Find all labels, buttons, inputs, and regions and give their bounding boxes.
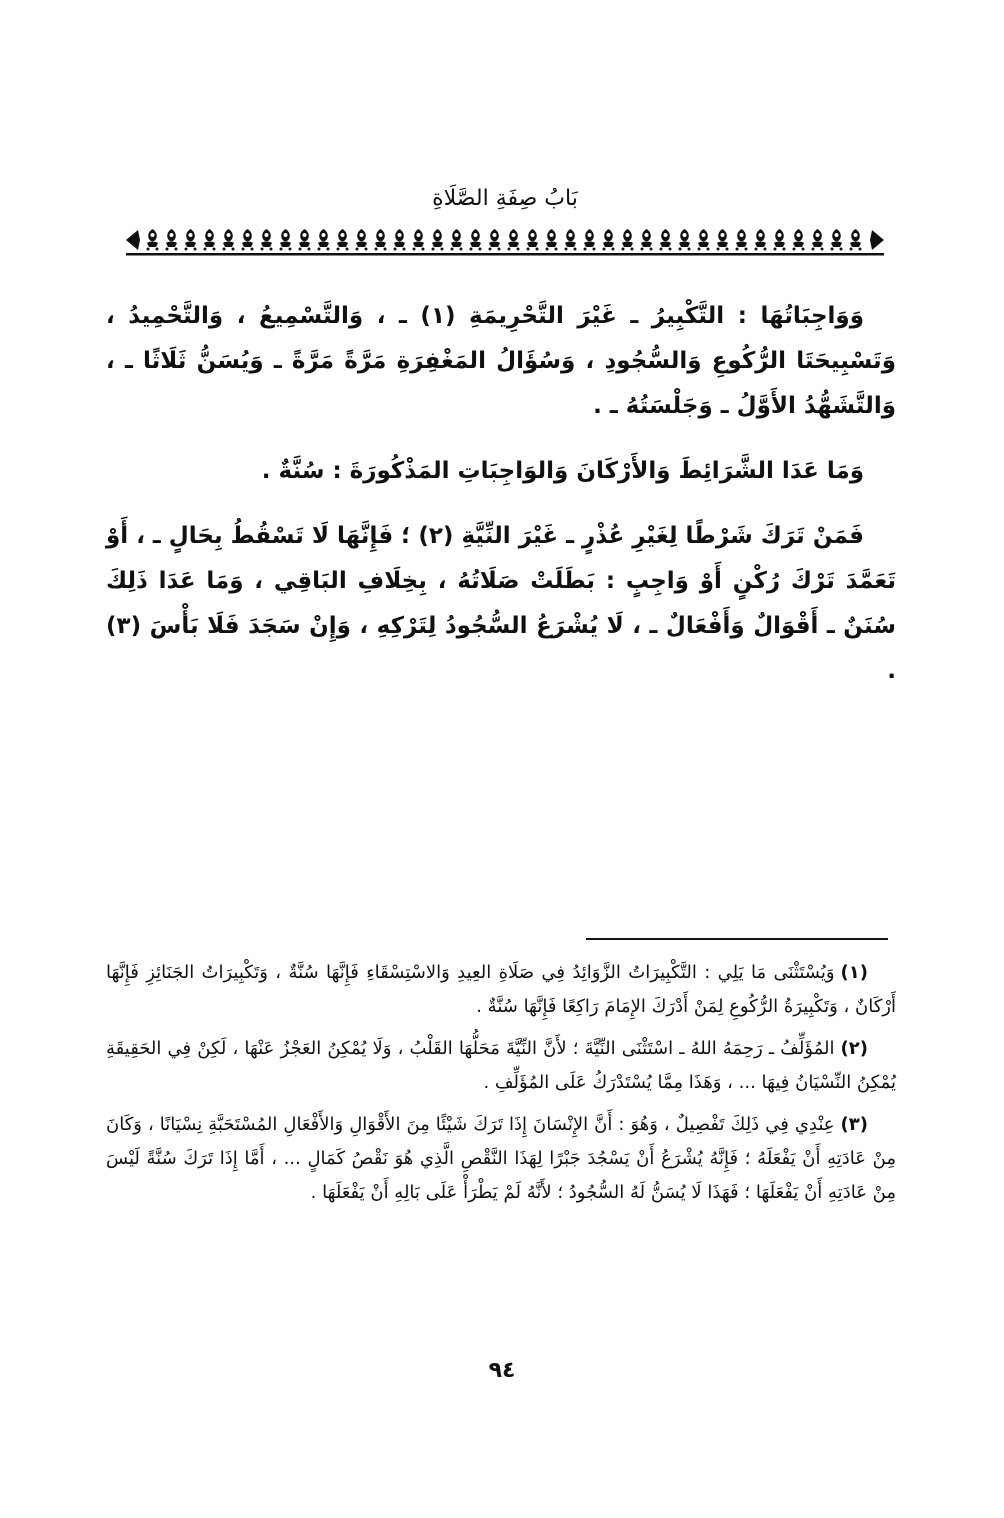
footnote-number: (١) [840, 962, 868, 983]
decorative-border-icon [124, 226, 886, 256]
footnotes [106, 956, 896, 1218]
footnote-number: (٣) [840, 1114, 868, 1135]
paragraph-obligations: وَوَاجِبَاتُهَا : التَّكْبِيرُ ـ غَيْرَ التَّحْرِيمَةِ (١) ـ ، وَالتَّسْمِيعُ ، وَالتَّحْمِيدُ ، وَتَسْبِيحَتَا الرُّكُوعِ وَالسُّجُودِ ، وَسُؤَالُ المَغْفِرَةِ مَرَّةً مَرَّةً ـ وَيُسَنُّ ثَلَاثًا ـ ، وَالتَّشَهُّدُ الأَوَّلُ ـ وَجَلْسَتُهُ ـ . [106, 303, 896, 419]
footnote-text: المُؤَلِّفُ ـ رَحِمَهُ اللهُ ـ اسْتَثْنَى النِّيَّةَ ؛ لأَنَّ النِّيَّةَ مَحَلُّهَا القَلْبُ ، وَلَا يُمْكِنُ العَجْزُ عَنْهَا ، لَكِنْ فِي الحَقِيقَةِ يُمْكِنُ النِّسْيَانُ فِيهَا ... ، وَهَذَا مِمَّا يُسْتَدْرَكُ عَلَى المُؤَلِّفِ . [106, 1038, 896, 1093]
running-head: بَابُ صِفَةِ الصَّلَاةِ [432, 186, 578, 211]
footnote-separator [586, 938, 888, 940]
footnote-number: (٢) [840, 1038, 868, 1059]
footnote-3 [106, 1108, 896, 1210]
main-text [106, 294, 896, 714]
page-number: ٩٤ [488, 1358, 516, 1383]
footnote-1 [106, 956, 896, 1024]
footnote-2 [106, 1032, 896, 1100]
footnote-text: عِنْدِي فِي ذَلِكَ تَفْصِيلٌ ، وَهُوَ : أَنَّ الإِنْسَانَ إِذَا تَرَكَ شَيْئًا مِنَ الأَقْوَالِ وَالأَفْعَالِ المُسْتَحَبَّةِ نِسْيَانًا ، وَكَانَ مِنْ عَادَتِهِ أَنْ يَفْعَلَهُ ؛ فَإِنَّهُ يُشْرَعُ أَنْ يَسْجُدَ جَبْرًا لِهَذَا النَّقْصِ الَّذِي هُوَ نَقْصُ كَمَالٍ ... ، أَمَّا إِذَا تَرَكَ سُنَّةً لَيْسَ مِنْ عَادَتِهِ أَنْ يَفْعَلَهَا ؛ فَهَذَا لَا يُسَنُّ لَهُ السُّجُودُ ؛ لأَنَّهُ لَمْ يَطْرَأْ عَلَى بَالِهِ أَنْ يَفْعَلَهَا . [106, 1114, 896, 1203]
paragraph-ruling: فَمَنْ تَرَكَ شَرْطًا لِغَيْرِ عُذْرٍ ـ غَيْرَ النِّيَّةِ (٢) ؛ فَإِنَّهَا لَا تَسْقُطُ بِحَالٍ ـ ، أَوْ تَعَمَّدَ تَرْكَ رُكْنٍ أَوْ وَاجِبٍ : بَطَلَتْ صَلَاتُهُ ، بِخِلَافِ البَاقِي ، وَمَا عَدَا ذَلِكَ سُنَنٌ ـ أَقْوَالٌ وَأَفْعَالٌ ـ ، لَا يُشْرَعُ السُّجُودُ لِتَرْكِهِ ، وَإِنْ سَجَدَ فَلَا بَأْسَ (٣) . [106, 523, 896, 684]
footnote-text: وَيُسْتَثْنَى مَا يَلِي : التَّكْبِيرَاتُ الزَّوَائِدُ فِي صَلَاةِ العِيدِ وَالاسْتِسْقَاءِ فَإِنَّهَا سُنَّةٌ ، وَتَكْبِيرَاتُ الجَنَائِزِ فَإِنَّهَا أَرْكَانٌ ، وَتَكْبِيرَةُ الرُّكُوعِ لِمَنْ أَدْرَكَ الإِمَامَ رَاكِعًا فَإِنَّهَا سُنَّةٌ . [106, 962, 896, 1017]
paragraph-sunnah: وَمَا عَدَا الشَّرَائِطَ وَالأَرْكَانَ وَالوَاجِبَاتِ المَذْكُورَةَ : سُنَّةٌ . [261, 458, 864, 484]
